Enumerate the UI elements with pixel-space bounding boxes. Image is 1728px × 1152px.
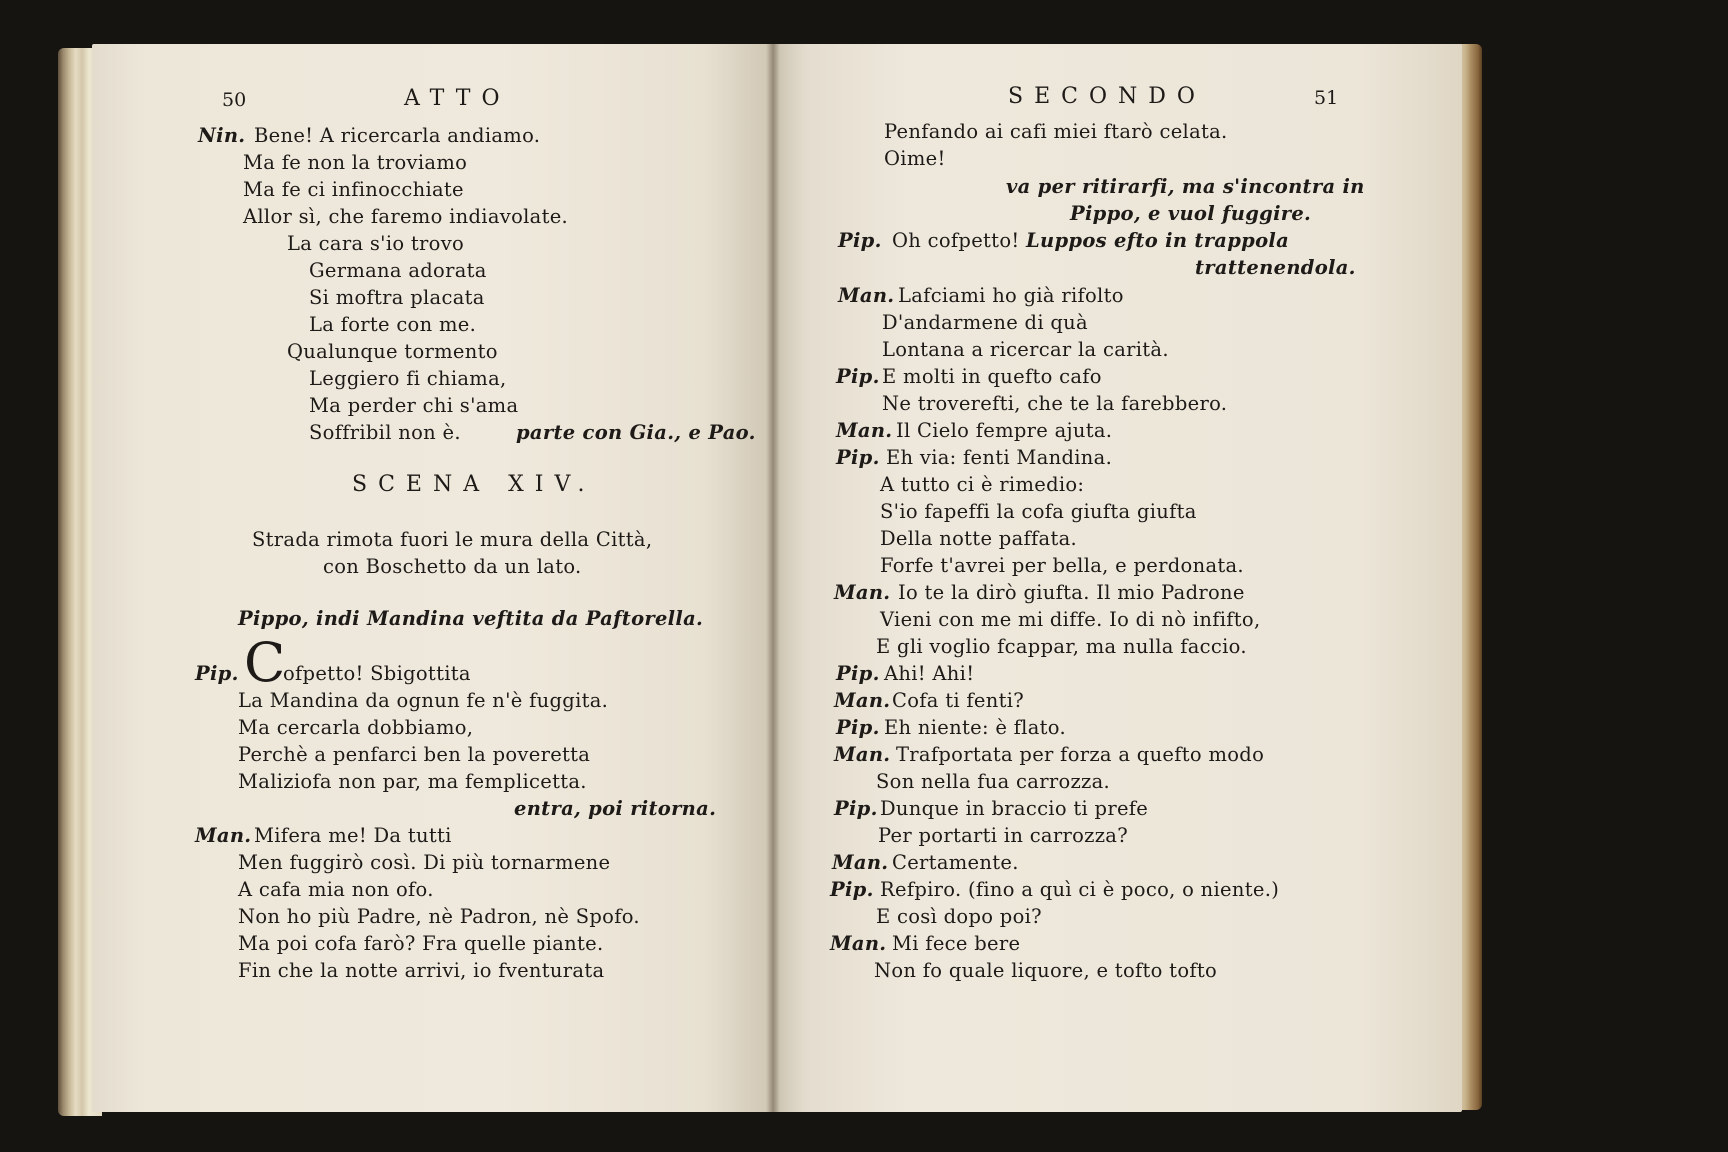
stage-direction: Pippo, e vuol fuggire.: [1070, 202, 1312, 225]
verse-line: Perchè a penfarci ben la poveretta: [238, 743, 591, 766]
verse-line: Forfe t'avrei per bella, e perdonata.: [880, 554, 1244, 577]
stage-direction: trattenendola.: [1195, 256, 1356, 279]
verse-line: Leggiero fi chiama,: [309, 367, 507, 390]
running-head-right: SECONDO: [1008, 84, 1206, 109]
page-number-right: 51: [1314, 87, 1339, 109]
speaker-label: Pip.: [830, 878, 874, 901]
verse-line: Ma poi cofa farò? Fra quelle piante.: [238, 932, 604, 955]
verse-line: Ma cercarla dobbiamo,: [238, 716, 474, 739]
verse-line: Non ho più Padre, nè Padron, nè Spofo.: [238, 905, 640, 928]
scene-setting: con Boschetto da un lato.: [323, 555, 582, 578]
verse-line: Fin che la notte arrivi, io fventurata: [238, 959, 605, 982]
verse-line: Ma perder chi s'ama: [309, 394, 519, 417]
verse-line: Oh cofpetto!: [892, 229, 1020, 252]
aside-text: Luppos efto in trappola: [1026, 229, 1290, 252]
verse-line: Mi fece bere: [892, 932, 1021, 955]
speaker-label: Man.: [195, 824, 252, 847]
verse-line: La Mandina da ognun fe n'è fuggita.: [238, 689, 609, 712]
page-number-left: 50: [222, 89, 247, 111]
verse-line: Soffribil non è.: [309, 421, 461, 444]
speaker-label: Man.: [836, 419, 893, 442]
speaker-label: Pip.: [836, 365, 880, 388]
verse-line: Germana adorata: [309, 259, 487, 282]
stage-direction: entra, poi ritorna.: [514, 797, 717, 820]
scene-characters: Pippo, indi Mandina veftita da Paftorella.: [238, 607, 704, 630]
scene-title: SCENA XIV.: [352, 472, 596, 497]
verse-line: E gli voglio fcappar, ma nulla faccio.: [876, 635, 1247, 658]
verse-line: D'andarmene di quà: [882, 311, 1088, 334]
verse-line: Bene! A ricercarla andiamo.: [254, 124, 541, 147]
verse-line: Son nella fua carrozza.: [876, 770, 1111, 793]
speaker-label: Pip.: [195, 662, 239, 685]
speaker-label: Man.: [834, 743, 891, 766]
verse-line: Ma fe non la troviamo: [243, 151, 468, 174]
verse-line: Qualunque tormento: [287, 340, 498, 363]
verse-line: Men fuggirò così. Di più tornarmene: [238, 851, 611, 874]
speaker-label: Man.: [832, 851, 889, 874]
verse-line: Eh niente: è flato.: [884, 716, 1066, 739]
verse-line: E così dopo poi?: [876, 905, 1042, 928]
speaker-label: Nin.: [198, 124, 246, 147]
verse-line: Maliziofa non par, ma femplicetta.: [238, 770, 587, 793]
verse-line: Lontana a ricercar la carità.: [882, 338, 1169, 361]
verse-line: La cara s'io trovo: [287, 232, 465, 255]
verse-line: Per portarti in carrozza?: [878, 824, 1128, 847]
verse-line: Vieni con me mi diffe. Io di nò infifto,: [880, 608, 1261, 631]
verse-line: Io te la dirò giufta. Il mio Padrone: [898, 581, 1245, 604]
verse-line: Si moftra placata: [309, 286, 485, 309]
speaker-label: Man.: [838, 284, 895, 307]
drop-cap: C: [244, 631, 286, 694]
verse-line: E molti in quefto cafo: [882, 365, 1102, 388]
verse-line: Cofa ti fenti?: [892, 689, 1025, 712]
verse-line: A cafa mia non ofo.: [238, 878, 434, 901]
verse-line: A tutto ci è rimedio:: [880, 473, 1085, 496]
book-gutter: [766, 44, 780, 1112]
speaker-label: Pip.: [836, 662, 880, 685]
verse-line: Trafportata per forza a quefto modo: [896, 743, 1265, 766]
verse-line: Ma fe ci infinocchiate: [243, 178, 464, 201]
speaker-label: Man.: [830, 932, 887, 955]
verse-line: Della notte paffata.: [880, 527, 1078, 550]
verse-line: ofpetto! Sbigottita: [283, 662, 471, 685]
verse-line: Dunque in braccio ti prefe: [880, 797, 1149, 820]
verse-line: Eh via: fenti Mandina.: [886, 446, 1113, 469]
verse-line: Penfando ai cafi miei ftarò celata.: [884, 120, 1228, 143]
verse-line: Certamente.: [892, 851, 1019, 874]
verse-line: La forte con me.: [309, 313, 477, 336]
verse-line: Lafciami ho già rifolto: [898, 284, 1124, 307]
verse-line: Il Cielo fempre ajuta.: [896, 419, 1113, 442]
running-head-left: ATTO: [404, 86, 511, 111]
speaker-label: Pip.: [836, 446, 880, 469]
verse-line: Non fo quale liquore, e tofto tofto: [874, 959, 1218, 982]
speaker-label: Man.: [834, 581, 891, 604]
speaker-label: Man.: [834, 689, 891, 712]
speaker-label: Pip.: [834, 797, 878, 820]
verse-line: Allor sì, che faremo indiavolate.: [243, 205, 569, 228]
verse-line: S'io fapeffi la cofa giufta giufta: [880, 500, 1197, 523]
stage-direction: va per ritirarfi, ma s'incontra in: [1006, 175, 1365, 198]
verse-line: Ne troverefti, che te la farebbero.: [882, 392, 1228, 415]
stage-direction: parte con Gia., e Pao.: [516, 421, 756, 444]
speaker-label: Pip.: [838, 229, 882, 252]
verse-line: Refpiro. (fino a quì ci è poco, o niente.): [880, 878, 1280, 901]
verse-line: Ahi! Ahi!: [884, 662, 975, 685]
speaker-label: Pip.: [836, 716, 880, 739]
scene-setting: Strada rimota fuori le mura della Città,: [252, 528, 653, 551]
verse-line: Oime!: [884, 147, 946, 170]
verse-line: Mifera me! Da tutti: [254, 824, 452, 847]
